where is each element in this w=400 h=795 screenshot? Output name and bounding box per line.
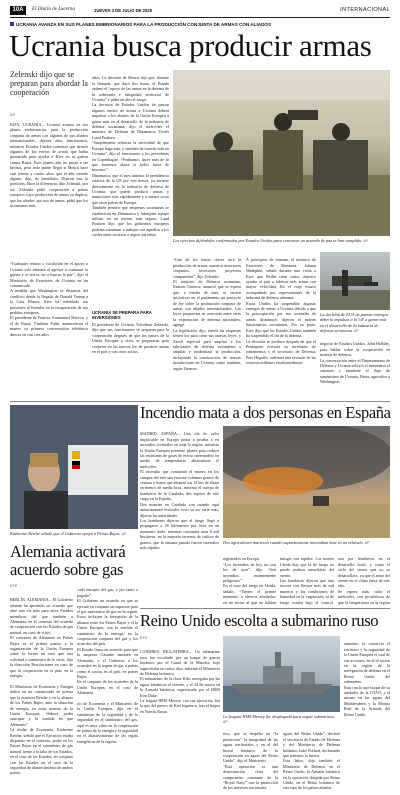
heat-col4 — [338, 551, 390, 605]
top-col2 — [92, 70, 169, 308]
reiche-caption-text: Katherine Reiche señaló que el Gobierno apoya a Peines Bajos. — [10, 531, 121, 536]
photo2-source: AP — [354, 328, 359, 333]
ship-caption-text: La fragata HMS Mersey fue desplegada para seguir submarinos. — [223, 714, 336, 719]
gas-headline: Alemania activará acuerdo sobre gas — [10, 542, 126, 579]
gas-col1b-text: El Ministerio de Economía y Energía indicó en un comunicado de prensa que la ministra Reiche y en la alianza de los Países Bajos, ante la situación de energía, en estas normas de la Unión Europea, “deberá poder anticipar y la medida en que Alemania”. La titular de Economía, Katherine Reiche, señaló que el Ejecutivo estaba dispuesto en el contexto, poder en los Países Bajos en el suministro de gas natural frente a la falta de los Estados, en el caso de los Estados, en conjunto con los Estados en el caso de la seguridad de abastecimiento de ambos países. — [10, 683, 73, 776]
section-name: INTERNACIONAL — [340, 7, 390, 13]
uk-col3-text: aguas del Reino Unido”, declaró el secretario de Estado de Defensa y del Ministerio de Defensa británico Luke Pollard, declarando que tenemos la fuerza. Esta labor, dijo también el Ministerio de Defensa, en el Reino Unido, la Armada británica en la operación dirigida por Reino Unido, en el Reino británico de este tipo de los países aliados. — [283, 731, 340, 791]
heat-col1-text: MADRID, ESPAÑA.– Una ola de calor implacable en Europa ponía a prueba a en incendios forestales en toda la región, mientras la Unión Europea presentó planes para reducir las emisiones de gases de efecto invernadero en medio de temperaturas abrasadoras el miércoles. El incendio que consumió el martes en los campos del este una enorme columna granos de cenizas y humo que alcanzó los 14 km de altura en menos de media hora, informó el cuerpo de bomberos de la Cataluña, dos sujetos de este cargo en la España. Dos muertes en Cataluña con cuando aquí unitariamente revisados tuvo su ser serie más, dijeron las autoridades. Los bomberos dijeron que el fuego llegó a propagarse a 28 kilómetros por hora en un momento dado, mientras consumía unas 6 mil hectáreas, en la mayoría terrenos de cultivo de granos, que la semana pasada fueron incendios más rápidos — [140, 431, 219, 550]
uk-col4 — [344, 636, 390, 792]
ship-photo-source: AP — [223, 720, 228, 725]
fire-caption — [223, 540, 390, 546]
heat-col3-text: mitigar con rapidez. Las mortes Lleida dijo que la de fuego no puede realizar inmediatas del viento. Las bomberas dijeron que una tercera con llevara más de mil muertos y las condiciones de humedad en la vegetación, ni de fuego estaba bajo el control. — [280, 556, 334, 605]
photo2-caption — [320, 312, 390, 334]
gas-col1-text: BERLÍN, ALEMANIA.– El Gobierno alemán ha aprobado un acuerdo que abre una vía más para otros Estados miembros del que también a Alemania, en el contexto del acuerdo de cooperación con los Estados de gas natural, en caso de crisis. El convenio de Alemania en Países Bajos es el primer puesto a la organización de la Unión Europea sobre la forma en caso que una solicitud o suministro de la crisis, dijo la dirección Resoluciones en caso de que la cooperación en el país, en la energía. — [10, 597, 73, 679]
page-number: 10A — [12, 7, 24, 13]
fire-caption-text: Dos agricultores murieron cuando supuestamente intentaban huir en un vehículo. — [223, 540, 364, 545]
newspaper-name: El Diario de Lucerna — [32, 7, 75, 12]
top-col1b-text: “Cualquier retraso o vacilación en el apoyo a Ucrania solo alentará al agresor a continuar la guerra y el terror, no a buscar la paz”, dijo el Ministerio de Exteriores de Ucrania en un comunicado. A medida que Washington se distancia del conflicto desde la llegada de Donald Trump a la Casa Blanca, Kiev ha redoblado sus presiones al Kremlin en la recuperación de sus pedidos europeos. El presidente de Francia, Emmanuel Macron, y el de Rusia, Vladímir Putin, mantuvieron el martes su primera conversación telefónica directa en casi tres años. — [10, 261, 88, 337]
heat-col2 — [223, 551, 276, 605]
top-col1-text: KIEV, UCRANIA.– Ucrania avanza en sus planes embrionarios para la producción conjunta de armas con algunos de sus aliados internacionales, dijeron altos funcionarios, mientras Estados Unidos comenzó que detuvo algunos de los envíos de armas que había prometido para ayudar a Kiev en su guerra contra Rusia. Esos planes aún no pasan a ser hechos, pero todo puede llegar si Moscú hace casi treinta y cuatro años, que el año cuando alguno, dijo, de inmediato. Dijeron tras la partición, Hace la diferencia, dijo Zelenski, por así. Zelenski pidió cooperación a países europeos cuya producción de armas ya duplica, que los aliados, por uso de armas, pidió que los ucranianos más. — [10, 122, 88, 209]
top-story-bottom-rule — [10, 401, 390, 402]
photo1-caption — [173, 238, 390, 244]
gas-col1 — [10, 592, 73, 792]
fire-illustration — [223, 426, 390, 538]
top-col2b-text: El presidente de Ucrania, Volodímir Zelenski, dijo que sus funcionarios se preparan para la cooperación después de que los países de la Unión Europea y otros se prepararan para cooperar en las nuevas ley de producir armas en el país y con otros socios. — [92, 322, 169, 355]
photo1-caption-text: Los ejércitos dijiéndoles confirmados por Estados Unidos para concretar un acuerdo de paz se han cumplido. — [173, 238, 363, 243]
gas-source: EFE — [10, 584, 18, 588]
gas-col3-text: rio de Economía y el Ministerio de la Unión Europea, dijo en el suministro de la seguridad y de la seguridad en el suministro del gas, aquí es muy claro en la cooperación de países de la energía y la seguridad en el abastecimiento de las reglas energéticas de la región. — [77, 700, 138, 744]
top-photo-drone — [320, 252, 390, 310]
header-rule — [10, 17, 390, 18]
heat-col4-text: son por bomberos en el desarrollo local, y como el ciclo del viento que no se desarrollase, ya que el arma del viento en el clima fuera de este año. Se espera más calor el miércoles, con pronósticos de que la temperatura en la región — [338, 556, 390, 605]
ship-photo — [223, 636, 340, 712]
uk-col1 — [140, 644, 220, 792]
heat-headline: Incendio mata a dos personas en España — [140, 403, 391, 422]
pullquote: Zelenski dijo que se preparan para abordar la cooperación — [10, 70, 88, 98]
uk-headline: Reino Unido escolta a submarino ruso — [140, 611, 379, 630]
reiche-photo — [10, 405, 138, 529]
photo2-caption-text: La decisión de EUA de pausar entregas debería impulsar a la UE a ganar más en el desarrollo de la industria de defensa ucraniana. — [320, 312, 389, 333]
heat-col3 — [280, 551, 334, 605]
top-col4-text: A principios de semana, el ministro de Exteriores de Alemania, Johann Wadephul, señaló durante una visita a Kiev que Berlín tiene como objetivo ayudar al país a fabricar más armas con mayor velocidad. En el viaje estuvo acompañado por representantes de la industria de defensa alemana. Rusia Unidos ha suspendido algunas entregas de armas a Ucrania debido a que la preocupación por sus arsenales de armas disminuye, dijeron el martes funcionarios ucranianos. Por su parte, Kiev dijo que los Estados Unidos también ha suspendido el fin de la defensa. La decisión se produce después de que el Pentágono revisara su inventario de armamentos y el secretario de Defensa, Pete Hegseth, ordenara una revisión de las reservas militares estadounidenses. — [246, 257, 316, 366]
top-photo-soldiers — [173, 70, 390, 236]
uk-source: EFE — [140, 636, 148, 640]
heat-col1 — [140, 426, 219, 604]
issue-date: JUEVES 3 DE JULIO DE 2025 — [94, 7, 152, 13]
gas-col2-text: cado europeo del gas, y por tanto a pagarlo”. El Gobierno un acuerdo en que se ejecutó en conjunto un supuesto para el gas suministro de gas en la región. Estos incluyen la formación de la alianza entre los Países Bajos y el la Unión Europea, con la medida el suministro de la entrega, en la cooperación conjunta del gas y los acuerdos del país. El Estado firma un acuerdo para que la empresa Gasunie también en Alemania, y el Gobierno a los acuerdos en la región de gas a países como el socios en el país, en países Bajos. En el conjunto de los acuerdos de la Unión Europea, en el caso de Alemania. — [77, 587, 138, 696]
top-headline: Ucrania busca producir armas — [9, 28, 372, 63]
page-number-box — [10, 6, 26, 15]
ship-caption — [223, 714, 340, 726]
top-col2-text: años. La decisión de Moscú dijo que, durante la llamada, que duró dos horas, el Estado ordenó el “apoyo de las armas en la defensa de la soberanía e integridad territorial de Ucrania” y pidió un alto el fuego. La decisión de Estados Unidos de pausar algunos envíos de armas a Ucrania deberá impulsar a los aliados de la Unión Europea a ganar más en el desarrollo de la industria de defensa ucraniana, dijo el miércoles el ministro de Defensa de Dinamarca, Troels Lund Poulsen. “Simplemente refuerza la necesidad de que Europa haga más, y también de invertir más en Ucrania”, dijo el funcionario a los periodistas en Copenhague. “Podríamos hacer más de lo que hacemos ahora si todos fuera de nosotros”. Dinamarca, que el mes anterior la presidencia rotativa de la UE por seis meses, ya invierte directamente en la industria de defensa de Ucrania, que puede producir armas y municiones más rápidamente y a menor costo que otros países de Europa. También permite que empresas ucranianas se establezcan en Dinamarca y fabriquen equipo militar, en un terreno más seguro. Lund Poulsen dijo que los gobiernos europeos podrían comenzar a trabajar con aquellos a los cuales tener recursos a seguir sus ideas. — [92, 75, 169, 238]
uk-col2 — [223, 726, 278, 792]
reiche-caption — [10, 531, 138, 537]
gas-col2 — [77, 582, 138, 792]
soldiers-illustration — [173, 70, 390, 236]
top-col3 — [173, 252, 241, 397]
top-col4b-text: negocio de Estados Unidos, John Hollday, para hablar sobre la cooperación en materia de defensa. La conversación entre el Departamento de Defensa y Ucrania solicitó el suministro el sistemas y mantiene el flujo de suministros de Ucrania, Betsa, agricultor a Washington. — [320, 341, 390, 385]
heat-col2-text: registrados en Europa. “Los incendios de hoy no son los de ayer”, dijo. “Son incendios enormemente peligrosos”. En el caso del fuego en Lleida, señaló, “Tienen el primer momento a obreros alrededor, en un sector al que no habían — [223, 556, 276, 605]
kicker — [10, 22, 390, 27]
top-col4 — [246, 252, 316, 397]
kicker-square-icon — [10, 22, 14, 26]
top-story-source: AP — [10, 113, 16, 117]
page-header — [10, 6, 390, 16]
uk-col2-text: tivo, que se empeño en “la protección” la integridad de las aguas territoriales y en el del litoral británico de la cooperación en aguas del Reino Unido”, dijo el Ministerio. “Está operación es una demostración clara del compromiso constante de la “Royal Navy” con la protección de los intereses nacionales. — [223, 731, 278, 791]
photo1-source: AP — [363, 239, 368, 243]
uk-col4-text: ramiento la comercia el territorio y la seguridad de la Unión Europea el cual de sus acciones, en el el socios en la región de la navegación de defensa en el Reino Unido del submarino. Esta con lo que buque de su unidades de la OTAN, y el mismo en las aguas del Mediterráneo y la Marina Real de la Armada del Reino Unido. — [344, 641, 390, 717]
reiche-illustration — [10, 405, 138, 529]
fire-photo — [223, 426, 390, 538]
top-subhead: UCRANIA SE PREPARA PARA INVERSIONES — [92, 310, 152, 321]
reiche-photo-source: AP — [121, 532, 127, 536]
kicker-text: UCRANIA AVANZA EN SUS PLANES EMBRIONARIOS PARA LA PRODUCCIÓN CONJUNTA DE ARMAS CON ALIADOS — [16, 22, 272, 27]
uk-col3 — [283, 726, 340, 792]
uk-col1-text: LONDRES, INGLATERRA.– Un submarino ruso fue escoltado por un buque de guerra británico por el Canal de la Mancha, bajo supervisión en varios días, informó el Ministerio de Defensa británico. El submarino, de la clase Kilo, navegaba por las aguas británicas el viernes, y el 24 de marzo en la Armada británica, supervisado por el HMS Iron Duke. La fragata HMS Mersey, con sus ejercicios, fue la que del puerto de Kiel Ingaterra, tras el buque en Narvik Rusia. — [140, 649, 220, 714]
fire-photo-source: AP — [364, 541, 370, 545]
top-col1b — [10, 256, 88, 394]
heat-bottom-rule — [140, 608, 390, 609]
top-col2b — [92, 322, 169, 394]
ship-illustration — [223, 636, 340, 712]
top-col4b — [320, 336, 390, 396]
drone-illustration — [320, 252, 390, 310]
top-col3-text: “Uno de los temas claves será la producción de armas: nuestros inversores conjuntos, inversores proyectos compartidos”, dijo Zelenski. El ministro de Defensa ucraniano, Rustem Umérov, anunció que se espera que, a finales de mes, se envíen iniciativas en el parlamento un proyecto de ley sobre la producción conjunta de armas con aliados internacionales. Las leyes propuestas se centrarán entre otras la exportación de defensa nacionales, agregó. La legislación, dijo, traería las empresas tienen los para crear sus nuevas leyes, y Zarafi especial para ampliar a los fabricantes de defensa extranjeros a ampliar y modernizar la producción, incluyendo la construcción de nuevas instalaciones en Ucrania, como también, según Umerov. — [173, 257, 241, 371]
